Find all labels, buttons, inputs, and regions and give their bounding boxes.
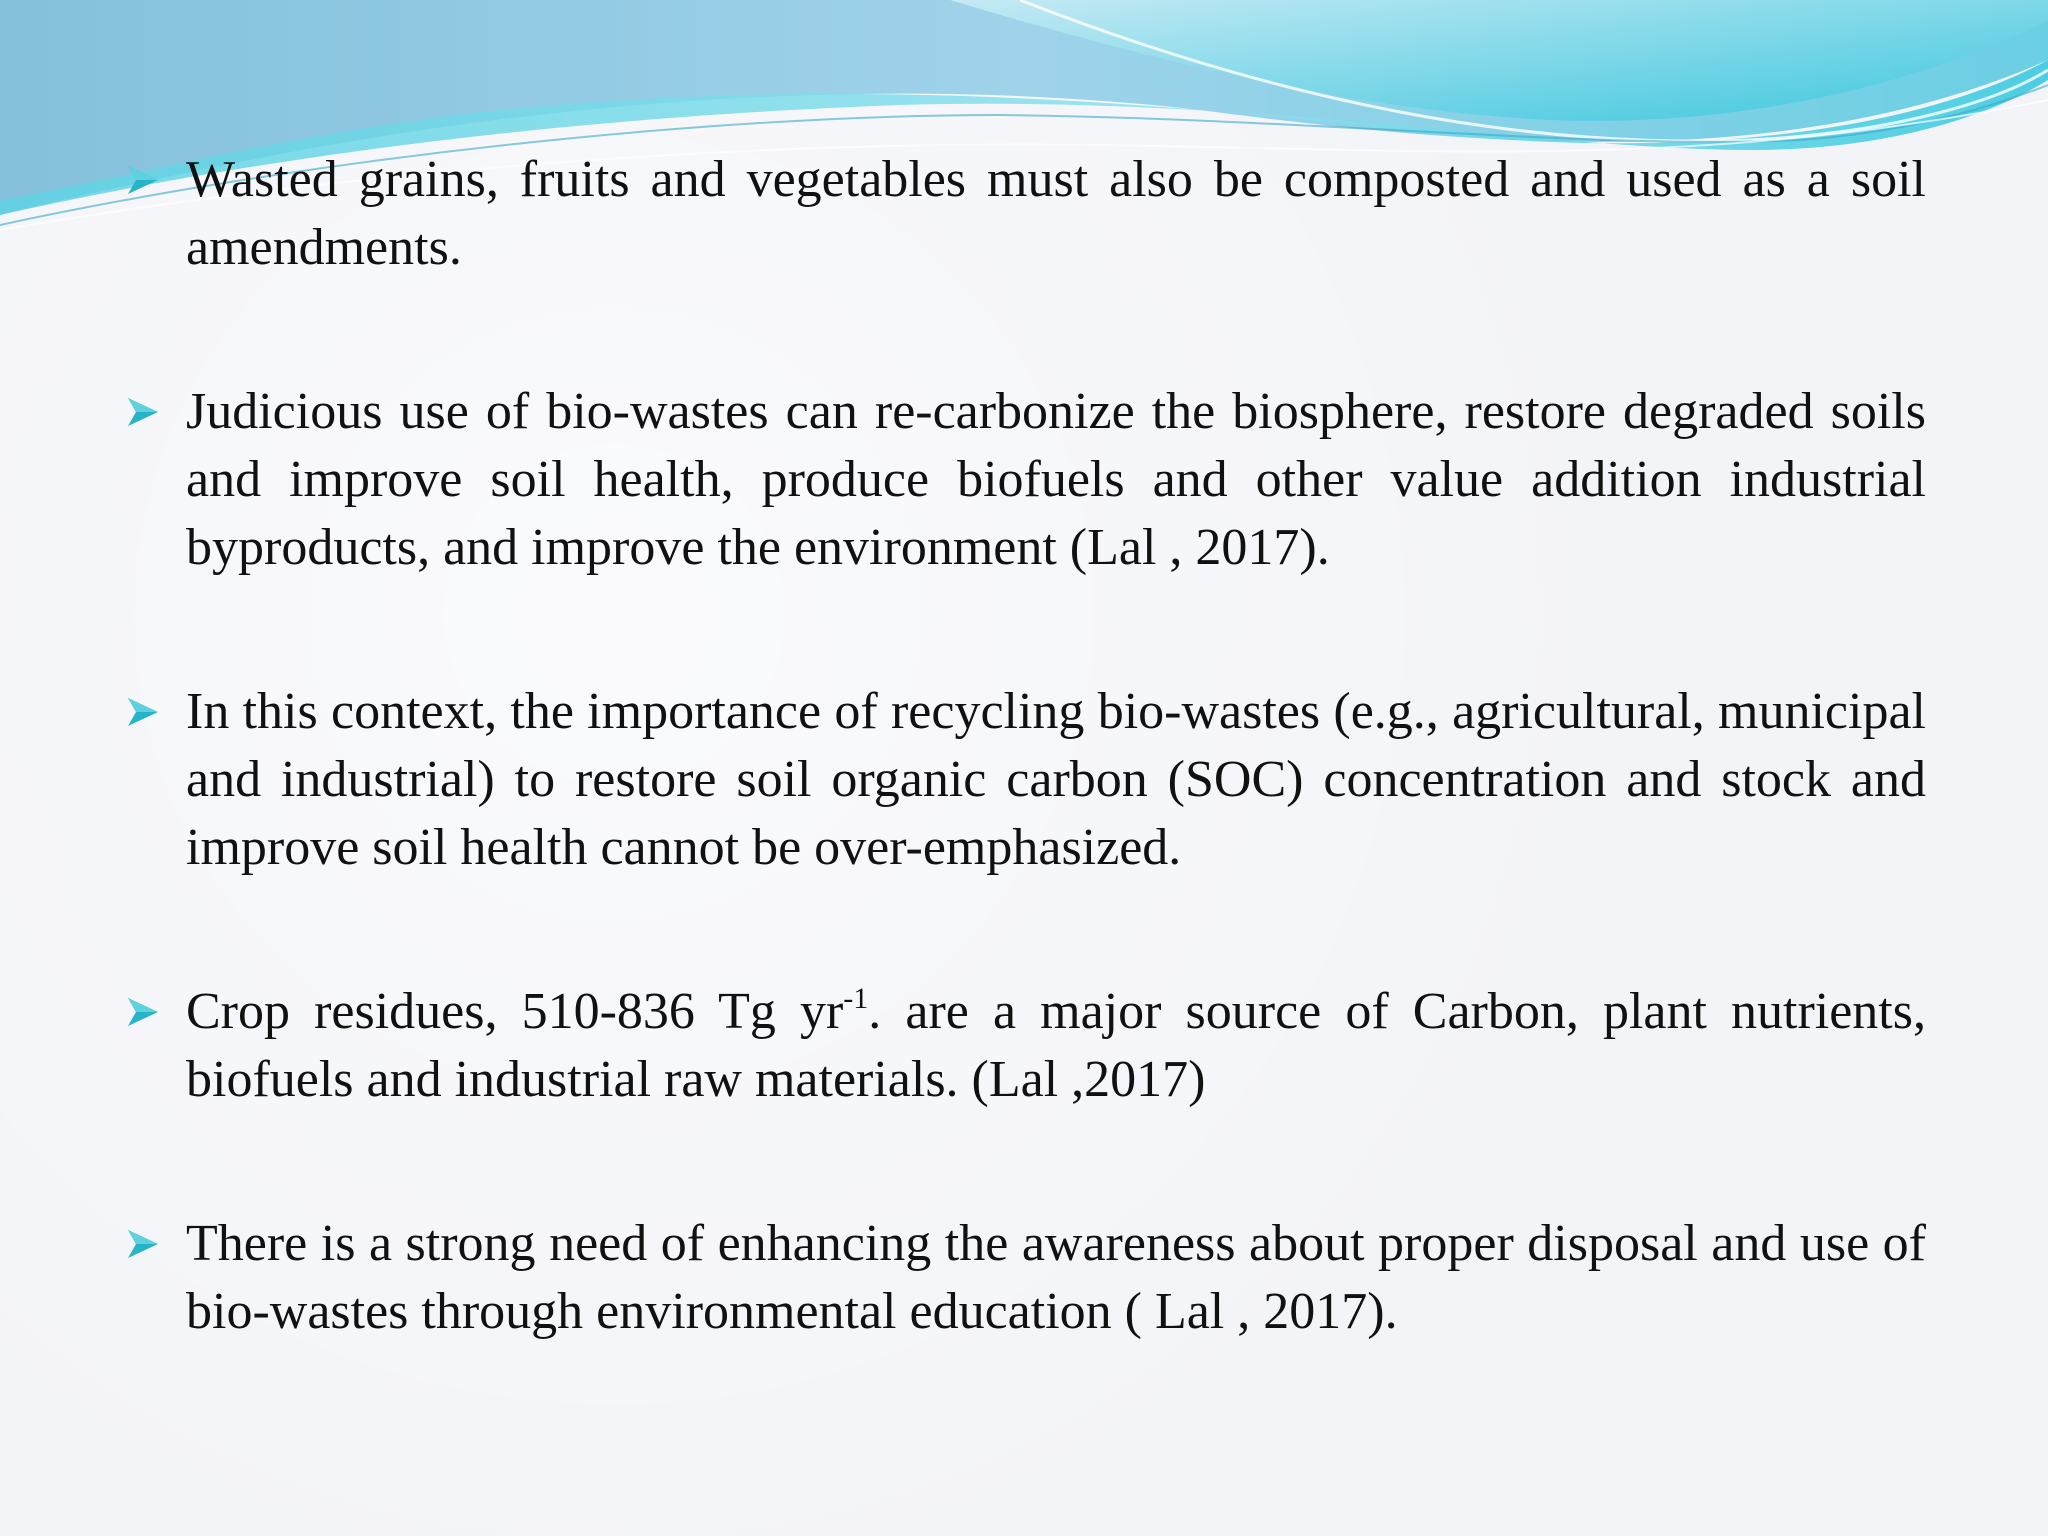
arrow-bullet-icon (126, 164, 160, 196)
bullet-text-part: Crop residues, 510-836 Tg yr (186, 983, 844, 1040)
bullet-text: Judicious use of bio-wastes can re-carbonize the biosphere, restore degraded soils and improve soil health, produce biofuels and other value addition industrial byproducts, and improve the environment (Lal , 2017). (186, 383, 1926, 576)
bullet-text: Wasted grains, fruits and vegetables must also be composted and used as a soil amendments. (186, 151, 1926, 276)
bullet-text (186, 983, 1926, 1108)
bullet-item (126, 378, 1926, 582)
arrow-bullet-icon (126, 396, 160, 428)
arrow-bullet-icon (126, 996, 160, 1028)
bullet-item (126, 146, 1926, 282)
bullet-list (126, 146, 1926, 1346)
superscript: -1 (843, 982, 869, 1015)
bullet-item (126, 678, 1926, 882)
bullet-item (126, 1210, 1926, 1346)
arrow-bullet-icon (126, 1228, 160, 1260)
bullet-text: There is a strong need of enhancing the awareness about proper disposal and use of bio-wastes through environmental education ( Lal , 2017). (186, 1215, 1926, 1340)
arrow-bullet-icon (126, 696, 160, 728)
bullet-item (126, 978, 1926, 1114)
bullet-text: In this context, the importance of recycling bio-wastes (e.g., agricultural, municipal and industrial) to restore soil organic carbon (SOC) concentration and stock and improve soil health cannot be over-emphasized. (186, 683, 1926, 876)
bullet-text-part: . are a major source of Carbon, plant nutrients, biofuels and industrial raw materials. (Lal ,2017) (186, 983, 1926, 1108)
